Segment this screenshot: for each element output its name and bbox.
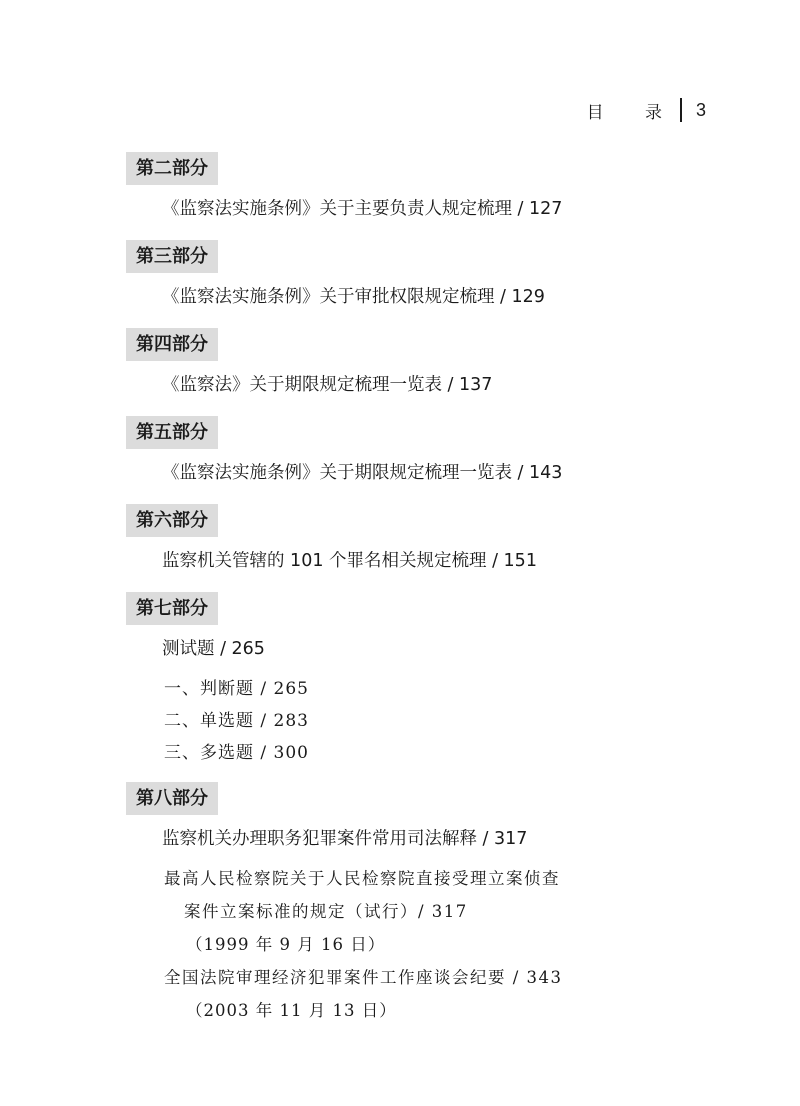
toc-sub-entry[interactable]: 一、判断题 / 265 bbox=[164, 679, 309, 699]
document-date: （2003 年 11 月 13 日） bbox=[186, 1001, 397, 1020]
header-divider bbox=[680, 98, 682, 122]
section-label: 第六部分 bbox=[126, 504, 218, 537]
document-title-line: 全国法院审理经济犯罪案件工作座谈会纪要 / 343 bbox=[164, 968, 563, 987]
running-header bbox=[587, 97, 706, 123]
toc-section-2 bbox=[126, 152, 726, 222]
toc-entry[interactable]: 监察机关办理职务犯罪案件常用司法解释 / 317 bbox=[162, 829, 528, 849]
header-page-number: 3 bbox=[695, 99, 706, 120]
toc-entry[interactable]: 《监察法实施条例》关于审批权限规定梳理 / 129 bbox=[162, 287, 545, 307]
document-date: （1999 年 9 月 16 日） bbox=[186, 935, 386, 954]
header-label: 目 录 bbox=[586, 102, 680, 123]
section-label: 第七部分 bbox=[126, 592, 218, 625]
toc-sub-entry[interactable]: 二、单选题 / 283 bbox=[164, 711, 309, 731]
section-label: 第二部分 bbox=[126, 152, 218, 185]
document-title-continuation: 案件立案标准的规定（试行）/ 317 bbox=[184, 902, 468, 921]
section-label: 第三部分 bbox=[126, 240, 218, 273]
toc-section-6 bbox=[126, 504, 726, 574]
section-label: 第四部分 bbox=[126, 328, 218, 361]
toc-content bbox=[126, 152, 726, 1040]
section-label: 第五部分 bbox=[126, 416, 218, 449]
toc-document[interactable] bbox=[126, 868, 726, 956]
section-label: 第八部分 bbox=[126, 782, 218, 815]
toc-section-4 bbox=[126, 328, 726, 398]
toc-entry[interactable]: 《监察法实施条例》关于主要负责人规定梳理 / 127 bbox=[162, 199, 563, 219]
toc-section-8 bbox=[126, 782, 726, 1022]
toc-entry[interactable]: 监察机关管辖的 101 个罪名相关规定梳理 / 151 bbox=[162, 551, 537, 571]
toc-entry[interactable]: 《监察法实施条例》关于期限规定梳理一览表 / 143 bbox=[162, 463, 563, 483]
toc-sub-entry[interactable]: 三、多选题 / 300 bbox=[164, 743, 309, 763]
toc-section-7 bbox=[126, 592, 726, 764]
document-title-line: 最高人民检察院关于人民检察院直接受理立案侦查 bbox=[164, 869, 560, 888]
toc-entry[interactable]: 《监察法》关于期限规定梳理一览表 / 137 bbox=[162, 375, 493, 395]
toc-document[interactable] bbox=[126, 967, 726, 1022]
toc-section-5 bbox=[126, 416, 726, 486]
toc-section-3 bbox=[126, 240, 726, 310]
toc-entry[interactable]: 测试题 / 265 bbox=[162, 639, 265, 659]
